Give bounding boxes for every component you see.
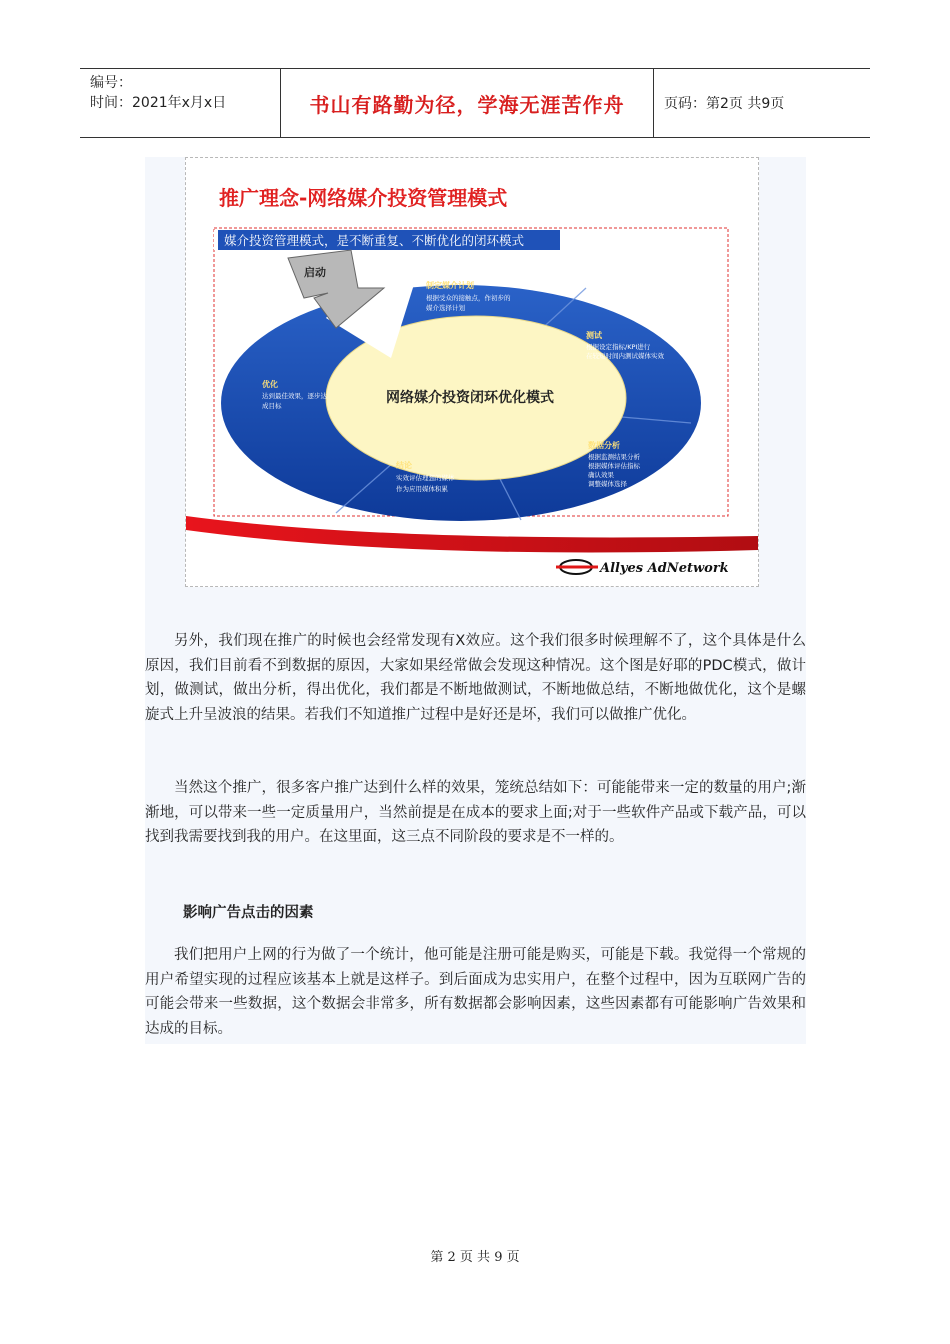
paragraph-3: 我们把用户上网的行为做了一个统计，他可能是注册可能是购买，可能是下载。我觉得一个常规的用户希望实现的过程应该基本上就是这样子。到后面成为忠实用户，在整个过程中，因为互联网广告的可能会带来一些数据，这个数据会非常多，所有数据都会影响因素，这些因素都有可能影响广告效果和达成的目标。 xyxy=(145,947,806,1037)
logo-text: Allyes AdNetwork xyxy=(600,561,729,576)
page-footer: 第 2 页 共 9 页 xyxy=(430,1250,520,1265)
stage-test-line: 在较短时间内测试媒体实效 xyxy=(586,352,664,360)
center-label: 网络媒介投资闭环优化模式 xyxy=(386,390,554,406)
stage-test-title: 测试 xyxy=(586,331,602,340)
paragraph-1: 另外，我们现在推广的时候也会经常发现有X效应。这个我们很多时候理解不了，这个具体是什么原因，我们目前看不到数据的原因，大家如果经常做会发现这种情况。这个图是好耶的PDC模式，做计划，做测试，做出分析，得出优化，我们都是不断地做测试，不断地做总结，不断地做优化，这个是螺旋式上升呈波浪的结果。若我们不知道推广过程中是好还是坏，我们可以做推广优化。 xyxy=(145,633,806,723)
diagram-title: 推广理念-网络媒介投资管理模式 xyxy=(219,186,508,210)
paragraph-2: 当然这个推广，很多客户推广达到什么样的效果，笼统总结如下：可能能带来一定的数量的用户;渐渐地，可以带来一些一定质量用户，当然前提是在成本的要求上面;对于一些软件产品或下载产品，可以找到我需要找到我的用户。在这里面，这三点不同阶段的要求是不一样的。 xyxy=(145,780,806,845)
stage-analysis-line: 根据监测结果分析 xyxy=(588,453,640,461)
stage-optimize-line: 达到最佳效果，逐步达 xyxy=(262,392,327,400)
stage-plan-line: 根据受众的接触点，作初步的 xyxy=(426,294,511,302)
stage-optimize-title: 优化 xyxy=(262,380,278,389)
stage-test-line: 根据设定指标/KPI进行 xyxy=(586,343,651,351)
cycle-diagram xyxy=(186,158,758,586)
stage-analysis-line: 调整媒体选择 xyxy=(588,480,627,488)
header-time-label: 时间：2021年x月x日 xyxy=(90,95,227,111)
stage-optimize-line: 成目标 xyxy=(262,402,282,410)
allyes-logo xyxy=(556,560,729,576)
header-motto: 书山有路勤为径，学海无涯苦作舟 xyxy=(280,69,654,137)
stage-conclusion-line: 实效评估理想的媒体 xyxy=(396,474,455,482)
bullet-mark xyxy=(214,230,218,250)
header-page-info: 页码：第2页 共9页 xyxy=(664,96,785,112)
header-meta xyxy=(80,69,280,137)
stage-conclusion-title: 结论 xyxy=(396,461,412,470)
stage-analysis-line: 根据媒体评估指标 xyxy=(588,462,640,470)
header-number-label: 编号： xyxy=(90,75,132,91)
section-heading: 影响广告点击的因素 xyxy=(183,905,314,921)
stage-analysis-title: 数据分析 xyxy=(588,441,620,450)
page-header xyxy=(80,68,870,138)
diagram-figure xyxy=(185,157,759,587)
stage-conclusion-line: 作为应用媒体积累 xyxy=(396,485,448,493)
stage-analysis-line: 确认效果 xyxy=(588,471,614,479)
red-swoosh xyxy=(186,516,758,553)
start-label: 启动 xyxy=(304,266,326,279)
stage-plan-title: 制定媒介计划 xyxy=(426,281,474,290)
bullet-text: 媒介投资管理模式，是不断重复、不断优化的闭环模式 xyxy=(224,233,525,248)
stage-plan-line: 媒介选择计划 xyxy=(426,304,465,312)
